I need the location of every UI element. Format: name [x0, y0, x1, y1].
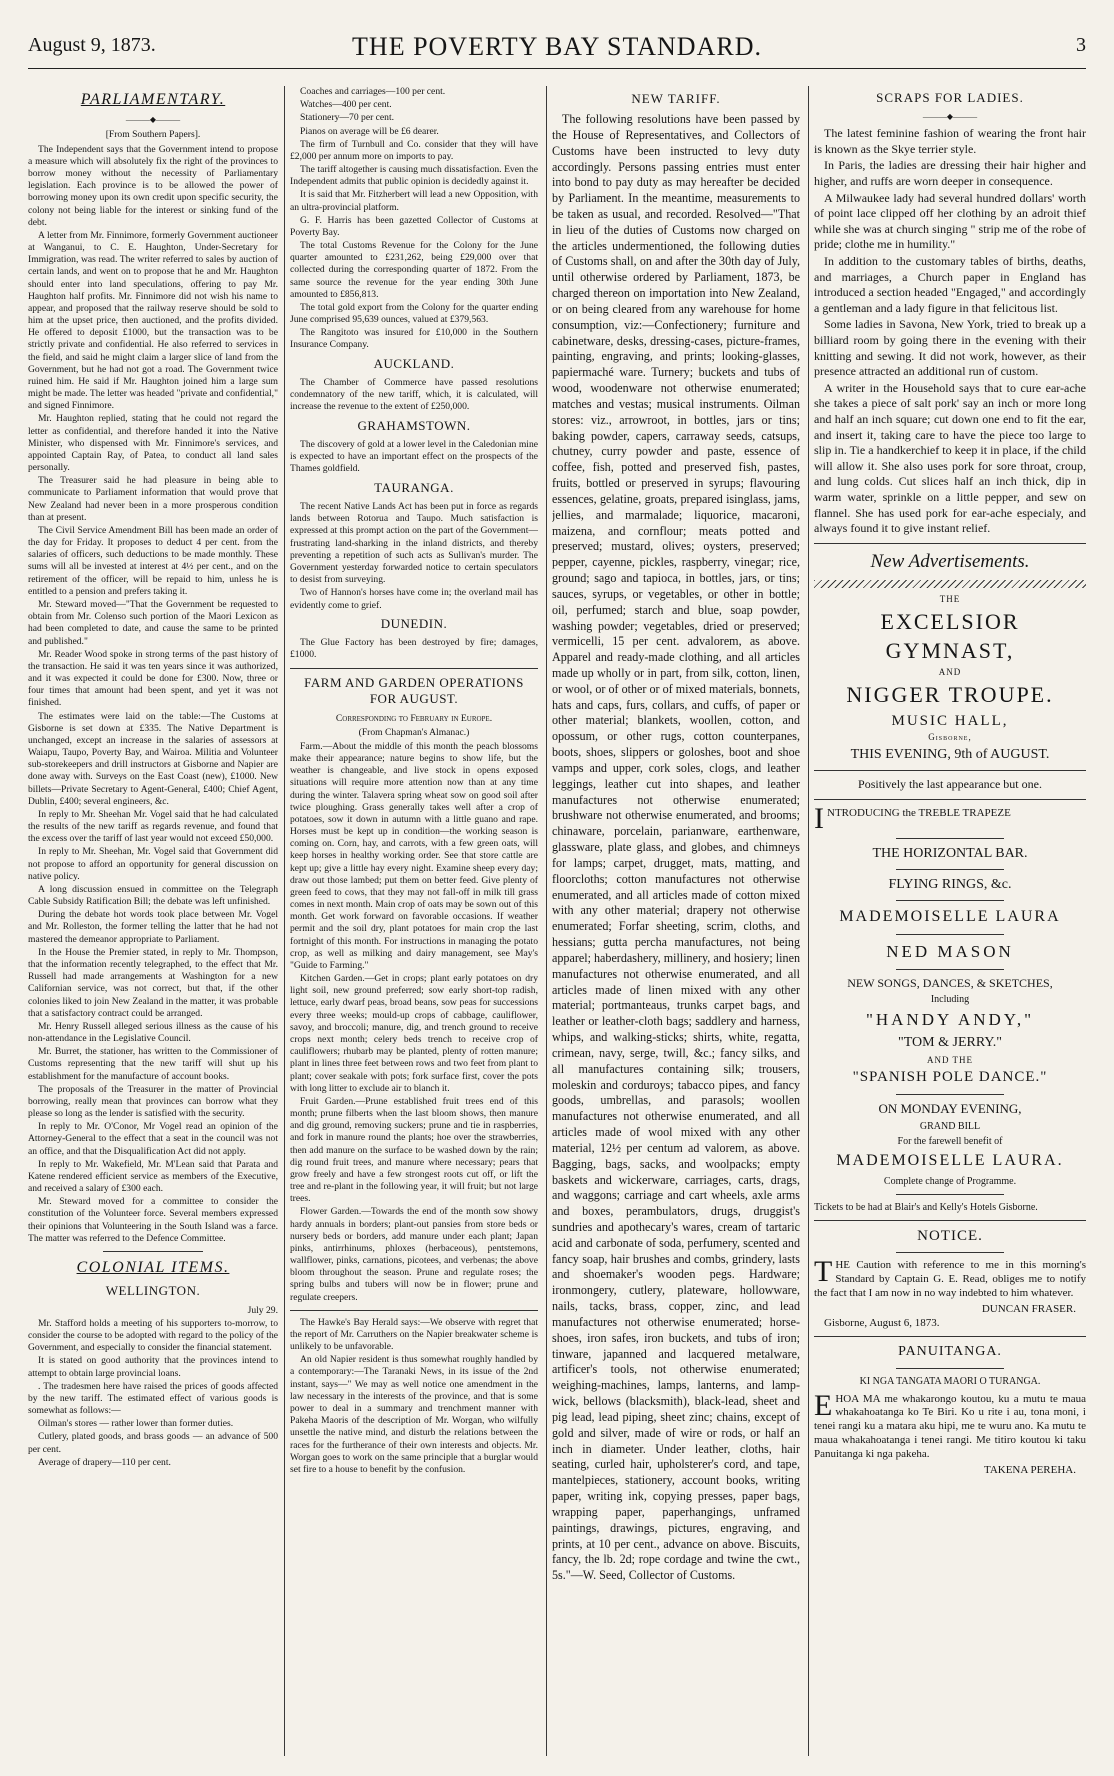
news-paragraph: Pianos on average will be £6 dearer. [300, 125, 439, 137]
colonial-body [28, 1318, 278, 1469]
parliamentary-paragraph: A letter from Mr. Finnimore, formerly Government auctioneer at Wanganui, to C. E. Haughton, Under-Secretary for Immigration, was read. The writer referred to sales by auction of certain lands, and went on to propose that he and Mr. Haughton should enter into land speculations, offering to pay Mr. Haughton half profits. Mr. Finnimore did not wish his name to appear, and proposed that the railway reserve should be sold to him at the upset price, then auctioned, and the profits divided. He offered to deposit £1000, but the transaction was to be strictly private and confidential. He also referred to services in the field, and said he might claim a larger slice of land from the Government, but he had not got a road. The Government twice ruined him. He said if Mr. Haughton joined him a large sum might be made. The letter was headed "private and confidential," and signed Finnimore. [28, 229, 278, 412]
news-paragraph: Stationery—70 per cent. [300, 112, 395, 124]
parliamentary-paragraph: The Civil Service Amendment Bill has been made an order of the day for Friday. It proposes to deduct 4 per cent. from the salaries of officers, such deductions to be made monthly. These sums will all be invested at interest at 4½ per cent., and on the retirement of the officer, will be repaid to him, unless he is entitled to a pension and prefers taking it. [28, 524, 278, 597]
divider [290, 668, 538, 669]
napier-resident-paragraph: An old Napier resident is thus somewhat roughly handled by a contemporary:—The Taranaki News, in its issue of the 2nd instant, says—" We may as well notice one amendment in the law necessary in the interests of the province, and that is some power to deal in a summary and trenchment manner with Pakeha Maoris of the description of Mr. Worgan, who wilfully unsettle the native mind, and disturb the relations between the races for the furtherance of their own interests and objects. Mr. Worgan goes to work on the same principle that a burglar would set fire to a house to benefit by the confusion. [290, 1354, 538, 1475]
ad-troupe: NIGGER TROUPE. [846, 681, 1054, 707]
ad-tom: "TOM & JERRY." [898, 1035, 1002, 1051]
ad-laura-2: MADEMOISELLE LAURA. [836, 1151, 1064, 1169]
divider [896, 1252, 1005, 1253]
ad-horizontal: THE HORIZONTAL BAR. [872, 845, 1028, 861]
divider [896, 969, 1005, 970]
ad-tickets: Tickets to be had at Blair's and Kelly's Hotels Gisborne. [814, 1201, 1038, 1213]
parliamentary-paragraph: In reply to Mr. Sheehan, Mr. Vogel said that Government did not propose to afford an opportunity for general discussion on native policy. [28, 846, 278, 882]
maori-notice-text: HOA MA me whakarongo koutou, ku a mutu te maua whakahoatanga ko Te Biri. Ko u rite i au, tona moni, i tenei rangi ku a matara aku hipi, me te wuru ano. Ka mutu te maua whakahoatanga i tenei rangi. Me titiro koutou ki taku Panuitanga ki nga pakeha. [814, 1392, 1086, 1460]
dropcap-e: E [814, 1388, 833, 1422]
parliamentary-paragraph: Mr. Haughton replied, stating that he could not regard the letter as confidential, and therefore handed it into the Native Minister, who dispensed with Mr. Finnimore's services, and appointed Captain Ray, of Patea, to conduct all land sales personally. [28, 413, 278, 474]
farm-heading: FARM AND GARDEN OPERATIONS FOR AUGUST. [304, 674, 524, 707]
tariff-effects-list [290, 86, 538, 352]
parliamentary-paragraph: Mr. Reader Wood spoke in strong terms of the past history of the transaction. He said it was ten years since it was authorized, and it was expected it could be done for £300. Now, three or four times that amount had been spent, and yet it was not finished. [28, 648, 278, 709]
colonial-paragraph: Cutlery, plated goods, and brass goods — an advance of 500 per cent. [28, 1431, 278, 1455]
scraps-paragraph: In addition to the customary tables of births, deaths, and marriages, a Church paper in England has introduced a section headed "Engaged," and accordingly a gentleman and a lady figure in that felicitous list. [814, 254, 1086, 315]
fruit-garden-paragraph: Fruit Garden.—Prune established fruit trees end of this month; prune filberts when the last bloom shows, then manure and dig ground, removing suckers; prune and tie in raspberries, and fork in manure round the plants; hoe over the strawberries, then add manure on the surface to be washed down by the rain; dig round fruit trees, and manure where necessary; pears that grow freely and have a few strongest roots cut off, or lift the tree and re-plant in the following year, it will fruit; but not large trees. [290, 1095, 538, 1205]
divider [896, 838, 1005, 839]
scraps-body [814, 126, 1086, 536]
news-paragraph: G. F. Harris has been gazetted Collector of Customs at Poverty Bay. [290, 214, 538, 238]
ornament-divider: ———◆——— [125, 115, 181, 125]
farm-source: (From Chapman's Almanac.) [358, 726, 470, 738]
ad-excelsior: EXCELSIOR GYMNAST, [880, 609, 1020, 663]
notice-heading: NOTICE. [917, 1227, 983, 1244]
divider [814, 770, 1086, 771]
colonial-paragraph: Average of drapery—110 per cent. [38, 1456, 171, 1468]
scraps-paragraph: The latest feminine fashion of wearing the front hair is known as the Skye terrier style. [814, 126, 1086, 156]
divider [290, 1310, 538, 1311]
news-paragraph: Coaches and carriages—100 per cent. [300, 86, 446, 97]
colonial-heading: COLONIAL ITEMS. [76, 1258, 230, 1276]
column-rule [284, 86, 285, 1756]
ad-hall: MUSIC HALL, [891, 712, 1009, 729]
dunedin-paragraph: The Glue Factory has been destroyed by fire; damages, £1000. [290, 637, 538, 661]
auckland-paragraph: The Chamber of Commerce have passed resolutions condemnatory of the new tariff, which, it is calculated, will increase the revenue to the extent of £250,000. [290, 377, 538, 413]
auckland-heading: AUCKLAND. [373, 355, 455, 371]
flower-garden-paragraph: Flower Garden.—Towards the end of the month sow showy hardy annuals in borders; plant-out pansies from store beds or nursery beds or borders, add manure under each plant; Japan pinks, antirrhinums, phloxes (herbaceous), pentstemons, wallflower, pinks, carnations, picotees, and verbenas; the above bloom throughout the season. Prune and regulate roses; the spring bulbs and tubers will now be in flower; prune and regulate creepers. [290, 1206, 538, 1303]
divider [896, 869, 1005, 870]
ad-positively: Positively the last appearance but one. [858, 776, 1042, 791]
grahamstown-heading: GRAHAMSTOWN. [357, 417, 471, 433]
parliamentary-paragraph: In the House the Premier stated, in reply to Mr. Thompson, that the information recently telegraphed, to the effect that Mr. Russell had made arrangements at Washington for a new Californian service, was not correct, but that, if the other colonies liked to join New Zealand in the matter, it was probable that a satisfactory contract could be arranged. [28, 946, 278, 1019]
maori-signature: TAKENA PEREHA. [983, 1464, 1076, 1477]
grahamstown-paragraph: The discovery of gold at a lower level in the Caledonian mine is expected to have an important effect on the prospects of the Thames goldfield. [290, 439, 538, 475]
parliamentary-paragraph: The Treasurer said he had pleasure in being able to communicate to Parliament information that would prove that New Zealand had never been in a more prosperous condition than at present. [28, 475, 278, 523]
new-advertisements-heading: New Advertisements. [870, 550, 1030, 572]
farm-paragraph: Farm.—About the middle of this month the peach blossoms make their appearance; nature begins to show life, but the weather is changeable, and live stock in opens exposed situations will require more attention now than at any time during the winter. Talavera spring wheat sow on good soil after twice ploughing. Grass generally takes well after a crop of potatoes, sow it down in autumn with a little guano and rape. Horses must be kept up in condition—the working season is coming on. Corn, hay, and carrots, with a few green oats, will keep horses in healthy working order. See that store cattle are kept up; give a little hay every night. Examine sheep every day; draw out those lambed; put them on better feed. Give plenty of green feed to cows, that they may not fall-off in milk till grass comes in next month. Main crop of oats may be sown out of this month. Get work forward on favorable occasions. If weather permit and the soil dry, plant potatoes for main crop the last fortnight of this month. For instructions in managing the potato crop, as well as milking and dairy management, see May's "Guide to Farming." [290, 740, 538, 971]
scraps-paragraph: In Paris, the ladies are dressing their hair higher and higher, and ruffs are worn deeper in consequence. [814, 158, 1086, 189]
ad-flying: FLYING RINGS, &c. [888, 876, 1012, 892]
kitchen-garden-paragraph: Kitchen Garden.—Get in crops; plant early potatoes on dry light soil, new ground preferred; sow early short-top radish, lettuce, early dwarf peas, broad beans, sow peas for successions every three weeks; mould-up crops of cabbage, cauliflower, savoy, and broccoli; manure, dig, and trench ground to receive crops next month; celery beds trench to receive crop of cauliflowers; rhubarb may be planted, plenty of rotten manure; plant in lines three feet between rows and two feet from plant to plant; cover seakale with pots; fork surface first, cover the pots with long litter to exclude air to blanch it. [290, 973, 538, 1094]
column-rule [546, 86, 547, 1756]
ad-the: THE [939, 594, 961, 605]
new-tariff-body: The following resolutions have been passed by the House of Representatives, and Collectors of Customs have been instructed to levy duty accordingly. Persons passing entries must enter into bond to pay duty as may hereafter be decided by Parliament. In the meantime, measurements to be taken as usual, and recorded. Resolved—"That in lieu of the duties of Customs now charged on the articles undermentioned, the following duties of Customs shall, on and after the 30th day of July, until otherwise ordered by Parliament, 1873, be charged thereon on importation into New Zealand, or on being cleared from any warehouse for home consumption, viz:—Confectionery; furniture and cabinetware, desks, dressing-cases, picture-frames, painting, engraving, and prints; looking-glasses, papiermaché ware. Turnery; buckets and tubs of wood, woodenware not otherwise enumerated; matches and vestas; musical instruments. Oilman stores: viz., arrowroot, in bottles, jars or tins; baking powder, capers, carraway seeds, catsups, chutney, curry powder and paste, essence of coffee, fish, potted and preserved fish, pastes, fruits, bottled or preserved in syrups; flavouring essences, gelatine, groats, prepared isinglass, jams, jellies, and marmalade; liquorice, macaroni, maizena, and cornflour; meats potted and preserved; mustard, olives; oysters, preserved; pepper, cayenne, pickles, raspberry, vinegar; rice, ground; sago and tapioca, in bottles, jars, or tins; sauces, syrups, or vegetables, or other in bottle; oil, perfumed; starch and blue, soap powder, washing powder; vegetables, dried or preserved; vermicelli, 15 per cent. advalorem, as above. Apparel and ready-made clothing, and all articles made up wholly or in part, from silk, cotton, linen, or wool, or of other or of mixed materials, bonnets, hats and caps, furs, collars, and cuffs, of paper or other material; blankets, woollen, cotton, and opossum, or other rugs, cotton counterpanes, boots, shoes, slippers or goloshes, boot and shoe vamps and upper, cork soles, clogs, and leather leggings, leather cut into shapes, and leather manufactures not otherwise enumerated; brushware not otherwise enumerated, and brooms; chinaware, porcelain, parianware, earthenware, glassware, plate glass, and globes, and chimneys for lamps; carpet, drugget, mats, matting, and floorcloths; cotton manufactures not otherwise enumerated, and all articles made of cotton mixed with any other material; drapery not otherwise enumerated; Forfar sheeting, scrim, cloths, and hessians; gutta percha manufactures, not being apparel; haberdashery, millinery, and hosiery; linen manufactures not otherwise enumerated, and all articles made of linen mixed with any other material; portmanteaus, trunks carpet bags, and leather or leather-cloth bags; saddlery and harness, whips, and walking-sticks; shirts, white, regatta, crimean, navy, serge, twill, &c.; fancy silks, and all manufactures containing silk; trousers, moleskin and corduroys; tabacco pipes, and fancy goods, umbrellas, and parasols; woollen manufactures not otherwise enumerated, and all articles made of wool mixed with any other material, 12½ per centum ad valorem, as above. Bagging, bags, sacks, and woolpacks; empty baskets and wickerware, carriages, carts, drags, and waggons; carriage and cart wheels, axle arms and boxes, perambulators, drugs, druggist's sundries and apothecary's wares, cream of tartaric acid and carbonate of soda, perfumery, scented and fancy soap, hair brushes and combs, grindery, lasts and shoemaker's wooden pegs. Hardware; ironmongery, cutlery, plateware, hollowware, nails, tacks, brass, copper, zinc, and lead manufactures not otherwise enumerated; horse-shoes, iron safes, iron buckets, and tubs of iron; tinware, japanned and lacquered metalware, artificer's tools, not otherwise enumerated; weighing-machines, lamps, lanterns, and lamp-wick, bellows (blacksmith), black-lead, sheet and pig lead, lead piping, sheet zinc; chains, except of gold and silver, made of wire or rods, or half an inch in diameter. Under leather, cloths, hair seating, curled hair, upholsterer's cord, and tape, mantelpieces, stationery, account books, writing paper, writing ink, copying presses, paper bags, wrapping paper, paperhangings, unframed paintings, drawings, pictures, engraving, and prints, at 10 per cent., advance on above. Biscuits, fancy, the lb. 2d; rope cordage and twine the cwt., 5s."—W. Seed, Collector of Customs. [552, 112, 800, 1583]
divider [814, 543, 1086, 544]
news-paragraph: The total gold export from the Colony for the quarter ending June comprised 95,639 ounces, valued at £379,563. [290, 301, 538, 326]
ad-songs: NEW SONGS, DANCES, & SKETCHES, [847, 975, 1053, 990]
wavy-rule [814, 580, 1086, 588]
ad-monday: ON MONDAY EVENING, [878, 1100, 1022, 1116]
parliamentary-body [28, 144, 278, 1245]
ad-and: AND [938, 667, 962, 678]
ad-including: Including [930, 994, 970, 1006]
parliamentary-paragraph: In reply to Mr. O'Conor, Mr Vogel read an opinion of the Attorney-General to the effect that a seat in the council was not an office, and that the Disqualification Act did not apply. [28, 1121, 278, 1157]
column-rule [808, 86, 809, 1756]
scraps-paragraph: A writer in the Household says that to cure ear-ache she takes a piece of salt pork' say an inch or more long and half an inch square; cut down one end to fit the ear, and insert it, taking care to have the piece too large to slip in. Tie a handkerchief to keep it in place, if the child will allow it. She also uses pork for sore throat, croup, and lung colds. Cut slices half an inch thick, dip in warm water, sprinkle on a little pepper, and sew on flannel. She has used pork for ear-ache especialy, and always found it to give instant relief. [814, 380, 1086, 536]
ad-spanish: "SPANISH POLE DANCE." [852, 1069, 1048, 1086]
colonial-paragraph: It is stated on good authority that the provinces intend to attempt to obtain large provincial loans. [28, 1355, 278, 1379]
divider [814, 799, 1086, 800]
column-3 [552, 86, 800, 1756]
ad-farewell: For the farewell benefit of [897, 1135, 1003, 1147]
notice-date: Gisborne, August 6, 1873. [824, 1316, 940, 1329]
colonial-paragraph: Oilman's stores — rather lower than former duties. [38, 1418, 234, 1430]
page-number: 3 [1076, 34, 1086, 56]
ad-ned: NED MASON [886, 941, 1014, 961]
ornament-divider: ———◆——— [922, 111, 978, 121]
parliamentary-paragraph: In reply to Mr. Wakefield, Mr. M'Lean said that Parata and Katene rendered efficient service as members of the Executive, and received a salary of £300 each. [28, 1158, 278, 1195]
maori-subheading: KI NGA TANGATA MAORI O TURANGA. [859, 1375, 1041, 1387]
news-paragraph: The Rangitoto was insured for £10,000 in the Southern Insurance Company. [290, 327, 538, 351]
scraps-paragraph: A Milwaukee lady had several hundred dollars' worth of point lace clipped off her clothing by an adroit thief while she was at church singing " strip me of the robe of pride; clothe me in humility." [814, 190, 1086, 252]
scraps-paragraph: Some ladies in Savona, New York, tried to break up a billiard room by going there in the evening with their knitting and sewing. It did not work, however, as their presence attracted an additional run of custom. [814, 317, 1086, 379]
column-2 [290, 86, 538, 1756]
gymnast-advertisement [814, 594, 1086, 1213]
ad-grand: GRAND BILL [919, 1120, 981, 1132]
parliamentary-paragraph: The estimates were laid on the table:—The Customs at Gisborne is set down at £335. The Native Department is unchanged, except an increase in the salaries of assessors at Waiapu, Taupo, Poverty Bay, and Wairoa. Militia and Volunteer sub-storekeepers and drill instructors at Gisborne and Napier are done away with. Surveys on the East Coast (new), £1000. New billets—Private Secretary to Agent-General, £400; Chief Agent, Dublin, £400; several engineers, &c. [28, 710, 278, 807]
dropcap-t: T [814, 1255, 833, 1289]
ad-laura: MADEMOISELLE LAURA [839, 907, 1061, 925]
new-tariff-heading: NEW TARIFF. [631, 91, 721, 106]
colonial-paragraph: Mr. Stafford holds a meeting of his supporters to-morrow, to consider the course to be adopted with regard to the policy of the Government, and especially to consider the financial statement. [28, 1317, 278, 1354]
ad-handy: "HANDY ANDY," [865, 1010, 1035, 1030]
notice-text: HE Caution with reference to me in this morning's Standard by Captain G. E. Read, obliges me to notify the fact that I am now in no way indebted to him whatever. [814, 1259, 1086, 1299]
dropcap-i: I [814, 801, 824, 835]
divider [814, 1336, 1086, 1337]
newspaper-title: THE POVERTY BAY STANDARD. [352, 32, 762, 61]
parliamentary-heading: PARLIAMENTARY. [80, 91, 226, 108]
divider [103, 1251, 203, 1252]
news-paragraph: It is said that Mr. Fitzherbert will lead a new Opposition, with an ultra-provincial platform. [290, 189, 538, 213]
hawkes-bay-paragraph: The Hawke's Bay Herald says:—We observe with regret that the report of Mr. Carruthers on the Napier breakwater scheme is unlikely to be unfavorable. [290, 1316, 538, 1353]
column-4 [814, 86, 1086, 1756]
news-paragraph: The tariff altogether is causing much dissatisfaction. Even the Independent admits that public opinion is decidedly against it. [290, 164, 538, 188]
news-paragraph: The firm of Turnbull and Co. consider that they will have £2,000 per annum more on imports to pay. [290, 138, 538, 162]
divider [814, 1220, 1086, 1221]
divider [896, 900, 1005, 901]
parliamentary-paragraph: The proposals of the Treasurer in the matter of Provincial borrowing, really mean that provinces can borrow what they please so long as the lender is satisfied with the security. [28, 1083, 278, 1120]
parliamentary-paragraph: A long discussion ensued in committee on the Telegraph Cable Subsidy Ratification Bill; the debate was left unfinished. [28, 883, 278, 908]
news-paragraph: The total Customs Revenue for the Colony for the June quarter amounted to £231,262, being £29,000 over that collected during the corresponding quarter of 1872. From the same source the revenue for the year ending 30th June amounted to £856,813. [290, 240, 538, 300]
parliamentary-paragraph: Mr. Steward moved for a committee to consider the constitution of the Volunteer force. Several members expressed their opinions that Volunteering in the South Island was a farce. The matter was referred to the Defence Committee. [28, 1196, 278, 1244]
divider [896, 934, 1005, 935]
parliamentary-paragraph: In reply to Mr. Sheehan Mr. Vogel said that he had calculated the results of the new tariff as regards revenue, and found that the excess over the tariff of last year would not exceed £50,000. [28, 808, 278, 845]
divider [896, 1368, 1005, 1369]
wellington-heading: WELLINGTON. [105, 1283, 201, 1299]
divider [896, 1094, 1005, 1095]
tauranga-paragraph: The recent Native Lands Act has been put in force as regards lands between Rotorua and Taupo. Much satisfaction is expressed at this prompt action on the part of the Government—frustrating land-sharking in the inland districts, and thereby preventing a repetition of such acts as Sullivan's murder. The Government yesterday forwarded notice to certain speculators to desist from surveying. [290, 501, 538, 586]
ad-intro: NTRODUCING the TREBLE TRAPEZE [827, 806, 1011, 819]
dunedin-heading: DUNEDIN. [380, 615, 448, 631]
parliamentary-paragraph: Mr. Henry Russell alleged serious illness as the cause of his non-attendance in the Legislative Council. [28, 1020, 278, 1045]
column-1 [28, 86, 278, 1756]
parliamentary-paragraph: The Independent says that the Government intend to propose a measure which will absolutely fix the right of the provinces to borrow money without the necessity of Parliamentary legislation. Each province is to be allowed the power of borrowing money upon its own credit upon specific security, the colony not being liable for the interest or sinking fund of the debt. [28, 143, 278, 228]
masthead [28, 30, 1086, 69]
notice-signature: DUNCAN FRASER. [981, 1303, 1076, 1316]
ad-andthe: AND THE [926, 1054, 974, 1065]
wellington-date: July 29. [247, 1304, 278, 1316]
tauranga-paragraph: Two of Hannon's horses have come in; the overland mail has evidently come to grief. [290, 587, 538, 611]
ad-town: Gisborne, [928, 732, 972, 743]
colonial-paragraph: . The tradesmen here have raised the prices of goods affected by the new tariff. The estimated effect of various goods is somewhat as follows:— [28, 1380, 278, 1417]
scraps-heading: SCRAPS FOR LADIES. [876, 90, 1024, 105]
farm-subheading: Corresponding to February in Europe. [335, 712, 493, 724]
tauranga-heading: TAURANGA. [374, 479, 454, 495]
parliamentary-source: [From Southern Papers]. [105, 129, 201, 141]
issue-date: August 9, 1873. [28, 34, 156, 56]
parliamentary-paragraph: During the debate hot words took place between Mr. Vogel and Mr. Rolleston, the former telling the latter that he had not mastered the demeanor appropriate to Parliament. [28, 909, 278, 945]
parliamentary-paragraph: Mr. Steward moved—"That the Government be requested to obtain from Mr. Colenso such portion of the Maori Lexicon as had been completed to date, and cause the same to be printed and published." [28, 599, 278, 647]
parliamentary-paragraph: Mr. Burret, the stationer, has written to the Commissioner of Customs representing that the new tariff will shut up his establishment for the manufacture of account books. [28, 1046, 278, 1082]
news-paragraph: Watches—400 per cent. [300, 99, 392, 111]
ad-evening: THIS EVENING, 9th of AUGUST. [850, 746, 1050, 762]
divider [896, 1194, 1005, 1195]
panuitanga-heading: PANUITANGA. [898, 1344, 1002, 1360]
ad-change: Complete change of Programme. [883, 1175, 1017, 1187]
